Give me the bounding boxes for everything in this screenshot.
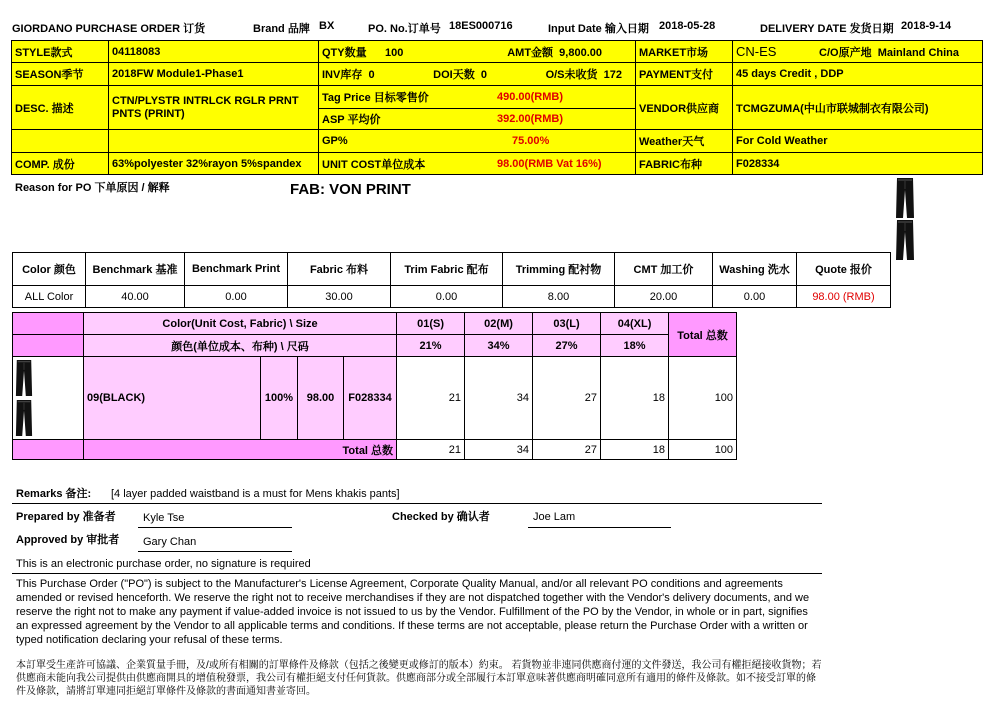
total-qty: 34 [465,440,533,460]
total-qty: 27 [533,440,601,460]
signature-line [138,527,292,528]
unit-cost-label: UNIT COST单位成本 [322,158,426,171]
approved-by: Gary Chan [143,536,197,548]
remarks-label: Remarks 备注: [16,488,92,500]
brand-value: BX [319,20,335,32]
style-label: STYLE款式 [12,41,109,63]
asp-label: ASP 平均价 [322,114,381,126]
po-title: GIORDANO PURCHASE ORDER 订货 [12,23,206,35]
os-value: 172 [603,69,622,81]
row-total: 100 [669,357,737,440]
benchmark-header: Trimming 配衬物 [503,253,615,286]
color-cost: 98.00 [298,357,344,440]
benchmark-header: Trim Fabric 配布 [391,253,503,286]
benchmark-value: 30.00 [288,286,391,308]
color-name: 09(BLACK) [84,357,261,440]
benchmark-value: 8.00 [503,286,615,308]
benchmark-value: 40.00 [86,286,185,308]
color-pct: 100% [261,357,298,440]
gp-cell [319,130,636,153]
product-image [15,399,33,437]
size-qty: 18 [601,357,669,440]
size-header-cn: 颜色(单位成本、布种) \ 尺码 [84,335,397,357]
unit-cost-value: 98.00(RMB Vat 16%) [497,157,602,170]
brand-label: Brand 品牌 [253,23,310,35]
benchmark-value: 20.00 [615,286,713,308]
comp-value: 63%polyester 32%rayon 5%spandex [109,153,319,175]
asp-cell [319,109,636,130]
inv-doi-os-cell [319,63,636,86]
quote-value: 98.00 (RMB) [797,286,891,308]
amt-value: 9,800.00 [559,46,602,59]
checked-label: Checked by 确认者 [392,511,490,523]
gp-value: 75.00% [512,135,550,147]
benchmark-value: 0.00 [391,286,503,308]
po-info-grid [11,40,983,175]
vendor-label: VENDOR供应商 [636,86,733,130]
comp-label: COMP. 成份 [12,153,109,175]
divider [12,503,822,504]
size-name: 03(L) [533,313,601,335]
market-label: MARKET市场 [636,41,733,63]
size-name: 02(M) [465,313,533,335]
os-label: O/S未收货 [545,69,598,81]
po-number-label: PO. No.订单号 [368,23,441,35]
signature-line [138,551,292,552]
reason-label: Reason for PO 下单原因 / 解释 [15,182,170,194]
origin-label: C/O原产地 [819,46,872,59]
size-qty: 21 [397,357,465,440]
totals-label: Total 总数 [84,440,397,460]
season-value: 2018FW Module1-Phase1 [109,63,319,86]
color-image-cell [13,357,84,440]
prepared-by: Kyle Tse [143,512,185,524]
size-pct: 34% [465,335,533,357]
benchmark-value: 0.00 [713,286,797,308]
inv-value: 0 [368,69,375,81]
table-row [13,357,737,440]
qty-value: 100 [384,46,404,59]
fabric-value: F028334 [733,153,983,175]
qty-amt-cell [319,41,636,63]
total-qty: 18 [601,440,669,460]
origin-value: Mainland China [877,46,959,59]
benchmark-header: Benchmark Print [185,253,288,286]
size-pct: 18% [601,335,669,357]
tag-price-value: 490.00(RMB) [497,91,564,103]
size-breakdown-table [12,312,737,460]
size-name: 04(XL) [601,313,669,335]
totals-row [13,440,737,460]
product-image [895,220,915,260]
input-date-label: Input Date 输入日期 [548,23,649,35]
grand-total: 100 [669,440,737,460]
delivery-date-label: DELIVERY DATE 发货日期 [760,23,894,35]
checked-by: Joe Lam [533,511,576,523]
desc-value: CTN/PLYSTR INTRLCK RGLR PRNT PNTS (PRINT) [109,86,319,130]
desc-label: DESC. 描述 [12,86,109,130]
benchmark-header: Benchmark 基准 [86,253,185,286]
style-value: 04118083 [109,41,319,63]
benchmark-table [12,252,891,308]
benchmark-header: Fabric 布料 [288,253,391,286]
electronic-note: This is an electronic purchase order, no signature is required [16,558,311,570]
benchmark-header: Washing 洗水 [713,253,797,286]
benchmark-header: Color 颜色 [13,253,86,286]
total-qty: 21 [397,440,465,460]
divider [12,573,822,574]
benchmark-header: CMT 加工价 [615,253,713,286]
product-image [895,178,915,218]
prepared-label: Prepared by 准备者 [16,511,116,523]
input-date: 2018-05-28 [659,20,716,32]
qty-label: QTY数量 [322,46,367,59]
terms-english: This Purchase Order ("PO") is subject to the Manufacturer's License Agreement, Corporate Quality Manual, and/or all relevant PO conditions and agreements amended or revised henceforth. We reserve the right not to receive merchandises if they are not dispatched together with the Vendor's delivery documents, and we reserve the right not to make any payment if value-added invoice is not issued to us by the Vendor. Fulfillment of the PO by the Vendor, in whole or in part, signifies an expressed agreement by the Vendor to all applicable terms and conditions. If these terms are not acceptable, please return the Purchase Order with a written or typed notification declaring your refusal of these terms. [16,578,810,646]
gp-label: GP% [322,135,348,147]
benchmark-value: 0.00 [185,286,288,308]
size-pct: 27% [533,335,601,357]
approved-label: Approved by 审批者 [16,534,120,546]
benchmark-value: ALL Color [13,286,86,308]
total-header: Total 总数 [669,313,737,357]
season-label: SEASON季节 [12,63,109,86]
size-pct: 21% [397,335,465,357]
size-header-en: Color(Unit Cost, Fabric) \ Size [84,313,397,335]
fabric-label: FABRIC布种 [636,153,733,175]
color-fabric: F028334 [344,357,397,440]
unit-cost-cell [319,153,636,175]
delivery-date: 2018-9-14 [901,20,952,32]
payment-label: PAYMENT支付 [636,63,733,86]
tag-price-cell [319,86,636,109]
vendor-value: TCMGZUMA(中山市联城制衣有限公司) [733,86,983,130]
doi-value: 0 [480,69,487,81]
fab-title: FAB: VON PRINT [290,181,411,198]
po-number: 18ES000716 [449,20,513,32]
tag-price-label: Tag Price 目标零售价 [322,92,429,104]
size-qty: 34 [465,357,533,440]
market-value: CN-ES [736,44,777,59]
weather-label: Weather天气 [636,130,733,153]
product-image [15,359,33,397]
remarks-text: [4 layer padded waistband is a must for Mens khakis pants] [111,488,400,500]
doi-label: DOI天数 [433,69,475,81]
size-name: 01(S) [397,313,465,335]
amt-label: AMT金额 [507,46,554,59]
size-qty: 27 [533,357,601,440]
benchmark-header: Quote 报价 [797,253,891,286]
inv-label: INV库存 [322,69,363,81]
terms-chinese: 本訂單受生產許可協議、企業質量手冊，及/或所有相關的訂單條件及條款（包括之後變更或修訂的版本）約束。 若貨物並非連同供應商付運的文件發送，我公司有權拒絕接收貨物；若供應商未能向我公司提供由供應商開具的增值稅發票，我公司有權拒絕支付任何貨款。供應商部分或全部履行本訂單意味著供應商明確同意所有適用的條件及條款。如不接受訂單的條件及條款，請將訂單連同拒絕訂單條件及條款的書面通知書並寄回。 [16,660,822,697]
weather-value: For Cold Weather [733,130,983,153]
market-origin-cell [733,41,983,63]
payment-value: 45 days Credit , DDP [733,63,983,86]
signature-line [528,527,671,528]
asp-value: 392.00(RMB) [497,113,564,125]
